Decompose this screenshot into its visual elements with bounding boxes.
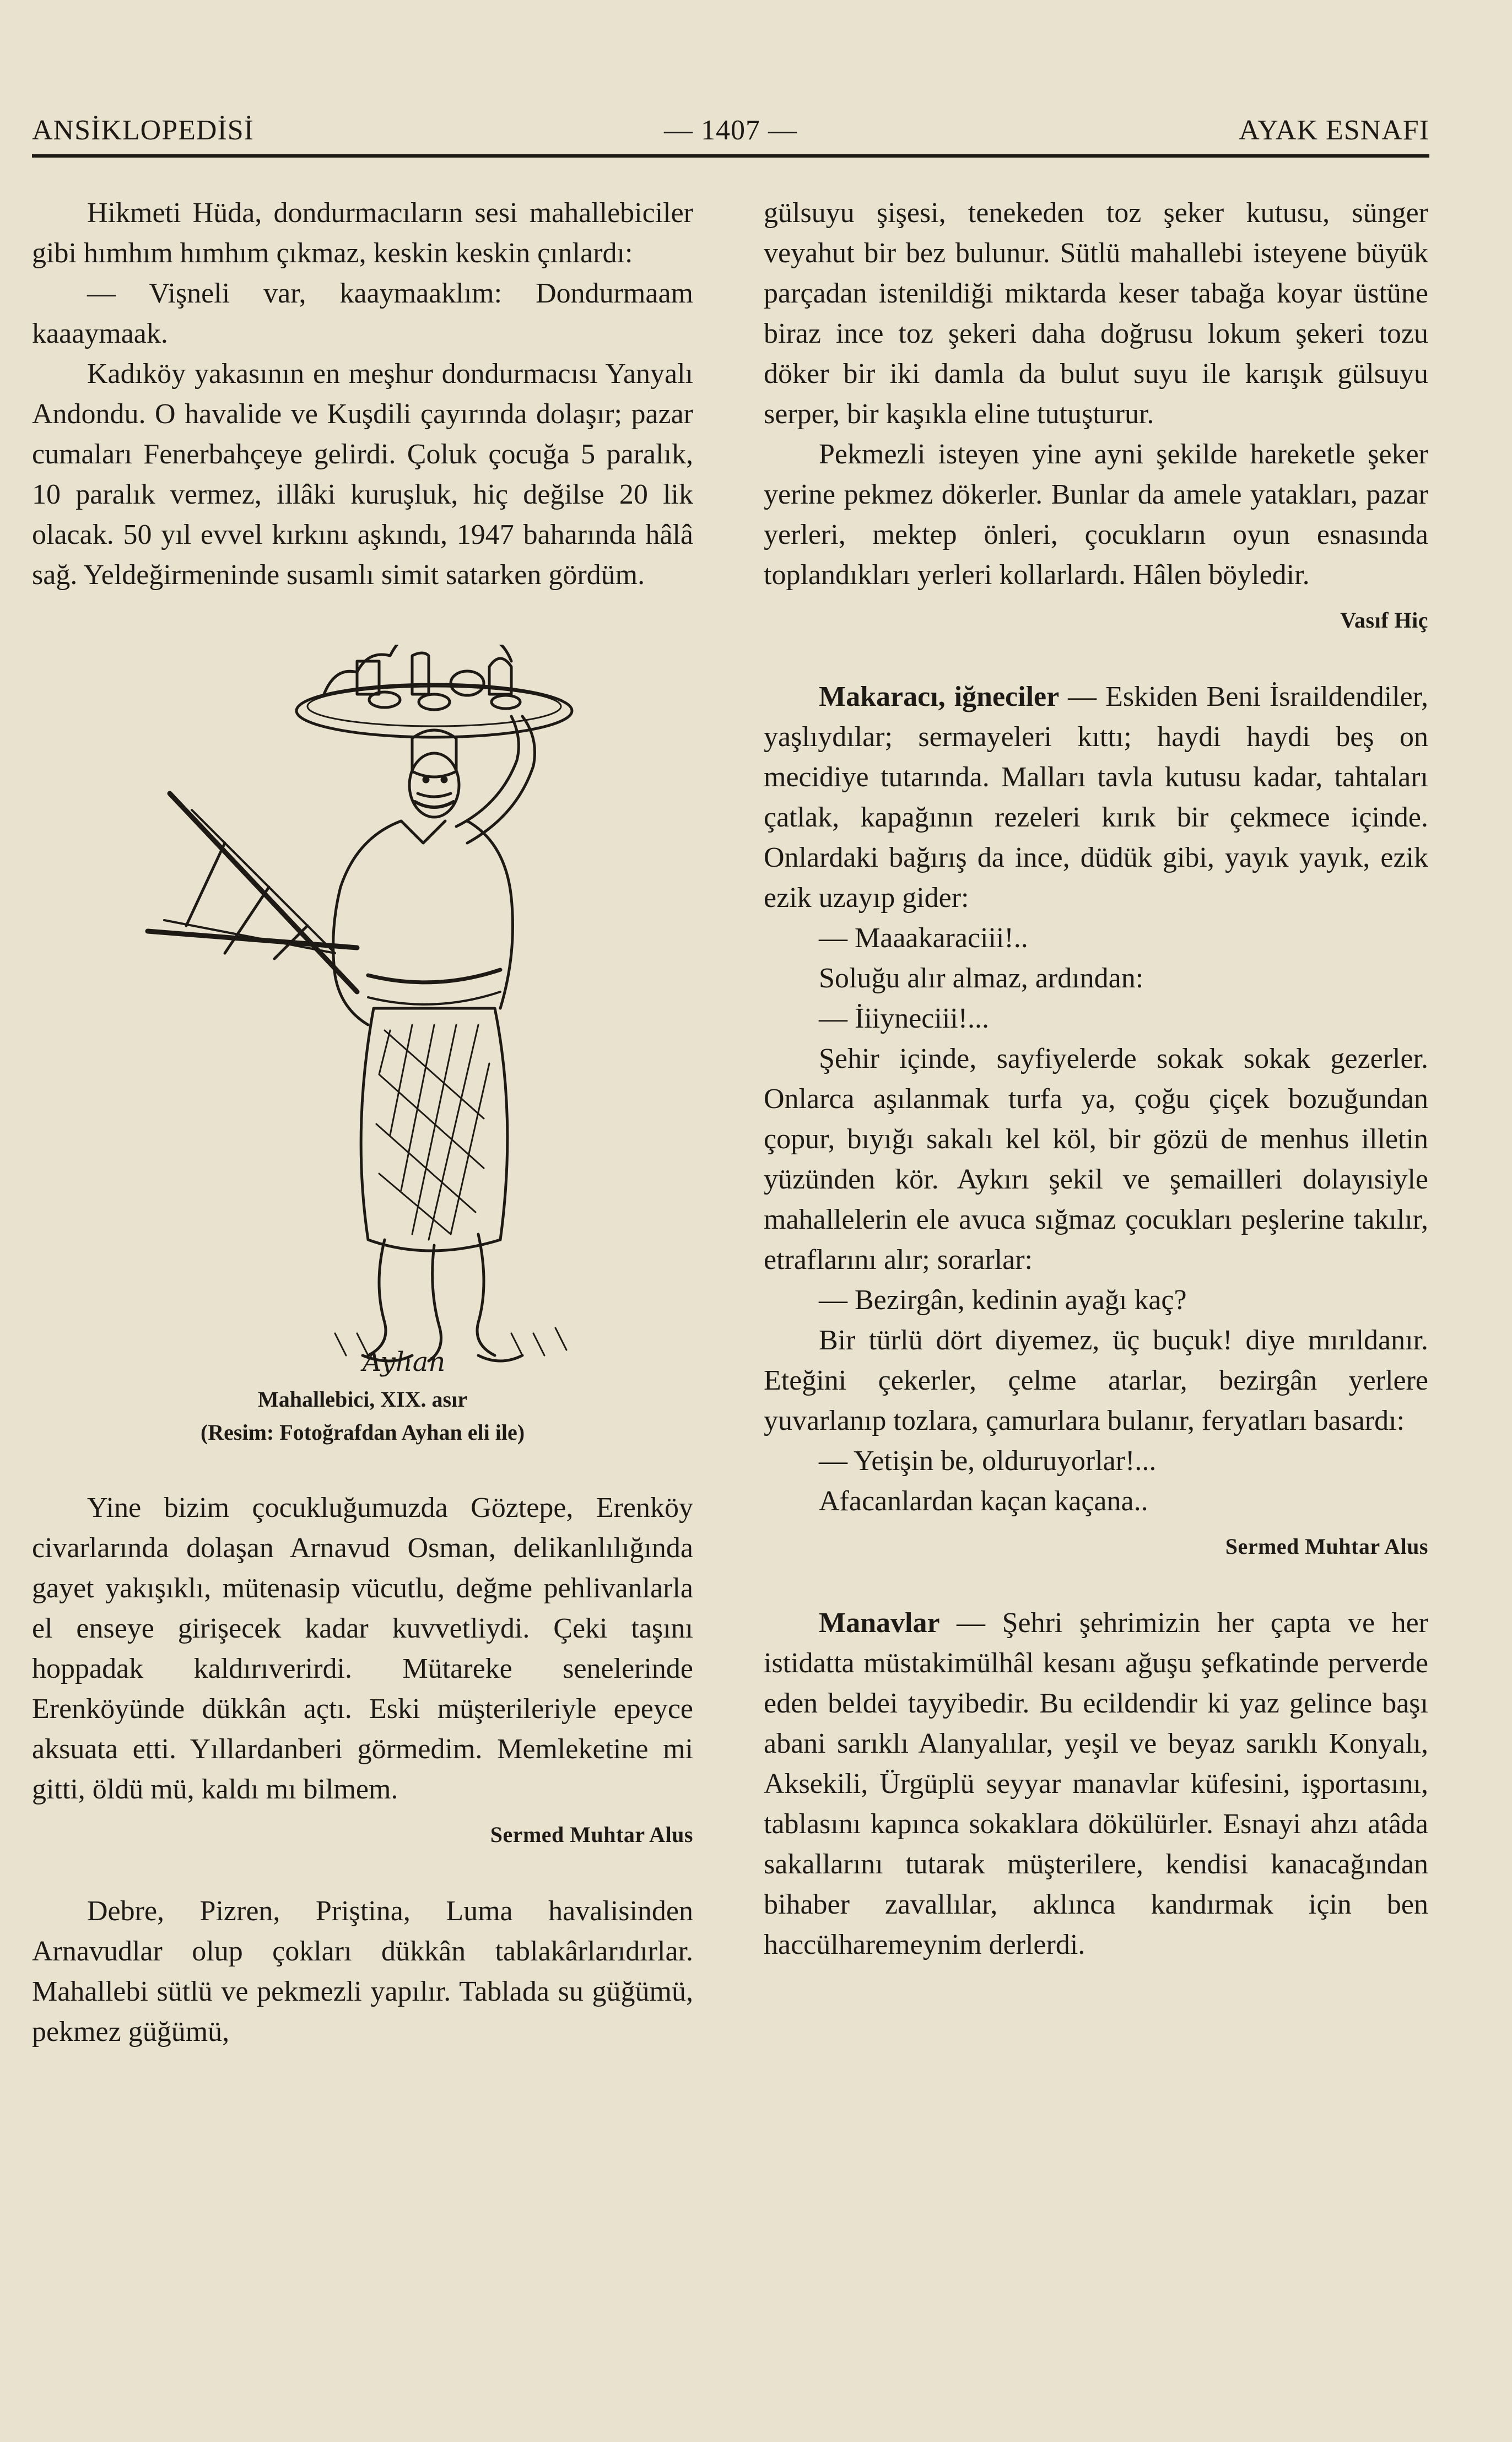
- figure-caption: [32, 1383, 693, 1449]
- paragraph: Pekmezli isteyen yine ayni şekilde hareketle şeker yerine pekmez dökerler. Bunlar da amele yatakları, pazar yerleri, mektep önleri, çocukların oyun esnasında toplandıkları yerleri kollarlardı. Hâlen böyledir.: [764, 439, 1428, 591]
- entry-heading: Makaracı, iğneciler: [819, 681, 1060, 712]
- author-signature: Sermed Muhtar Alus: [1225, 1534, 1428, 1559]
- paragraph: Şehir içinde, sayfiyelerde sokak sokak gezerler. Onlarca aşılanmak turfa ya, çoğu çiçek bozuğundan çopur, bıyığı sakalı kel köl, bir gözü de menhus illetin yüzünden kör. Aykırı şekil ve şemailleri dolayısiyle mahallelerin ele avuca sığmaz çocukları peşlerine takılır, etraflarını alır; sorarlar:: [764, 1043, 1428, 1276]
- left-column: [32, 193, 693, 2052]
- paragraph: Hikmeti Hüda, dondurmacıların sesi mahallebiciler gibi hımhım hımhım çıkmaz, keskin keskin çınlardı:: [32, 197, 693, 269]
- paragraph: Afacanlardan kaçan kaçana..: [819, 1485, 1148, 1517]
- paragraph: — Vişneli var, kaaymaaklım: Dondurmaam kaaaymaak.: [32, 278, 693, 349]
- entry-makaraci: [764, 677, 1428, 918]
- illustration-signature: Ayhan: [363, 1347, 446, 1377]
- caption-line: (Resim: Fotoğrafdan Ayhan eli ile): [200, 1420, 525, 1445]
- paragraph: — Yetişin be, olduruyorlar!...: [819, 1445, 1157, 1477]
- entry-heading: Manavlar: [819, 1607, 940, 1639]
- entry-manavlar: [764, 1603, 1428, 1965]
- mahallebici-illustration: [126, 645, 600, 1377]
- caption-line: Mahallebici, XIX. asır: [258, 1387, 467, 1412]
- page-header: [32, 105, 1429, 158]
- paragraph: gülsuyu şişesi, tenekeden toz şeker kutusu, sünger veyahut bir bez bulunur. Sütlü mahallebi isteyene büyük parçadan istenildiği miktarda keser tabağa koyar üstüne biraz ince toz şekeri daha doğrusu lokum şekeri tozu döker bir iki damla da bulut suyu ile karışık gülsuyu serper, bir kaşıkla eline tutuşturur.: [764, 197, 1428, 430]
- page-number: — 1407 —: [664, 115, 797, 146]
- header-title-left: ANSİKLOPEDİSİ: [32, 115, 254, 146]
- paragraph: Debre, Pizren, Priştina, Luma havalisinden Arnavudlar olup çokları dükkân tablakârlarıdırlar. Mahallebi sütlü ve pekmezli yapılır. Tablada su güğümü, pekmez güğümü,: [32, 1895, 693, 2047]
- right-column: [764, 193, 1428, 1965]
- header-title-right: AYAK ESNAFI: [1239, 115, 1429, 146]
- paragraph: Kadıköy yakasının en meşhur dondurmacısı Yanyalı Andondu. O havalide ve Kuşdili çayırında dolaşır; pazar cumaları Fenerbahçeye gelirdi. Çoluk çocuğa 5 paralık, 10 paralık vermez, illâki kuruşluk, hiç değilse 20 lik olacak. 50 yıl evvel kırkını aşkındı, 1947 baharında hâlâ sağ. Yeldeğirmeninde susamlı simit satarken gördüm.: [32, 358, 693, 591]
- paragraph: Bir türlü dört diyemez, üç buçuk! diye mırıldanır. Eteğini çekerler, çelme atarlar, bezirgân yerlere yuvarlanıp tozlara, çamurlara bulanır, feryatları basardı:: [764, 1325, 1428, 1436]
- entry-body: — Eskiden Beni İsraildendiler, yaşlıydılar; sermayeleri kıttı; haydi haydi beş on mecidiye tutarında. Malları tavla kutusu kadar, tahtaları çatlak, kapağının rezeleri kırık bir çekmece içinde. Onlardaki bağırış da ince, düdük gibi, yayık yayık, ezik ezik uzayıp gider:: [764, 681, 1428, 914]
- paragraph: — Maaakaraciii!..: [819, 922, 1028, 954]
- author-signature: Sermed Muhtar Alus: [490, 1822, 693, 1847]
- paragraph: — Bezirgân, kedinin ayağı kaç?: [819, 1284, 1187, 1316]
- entry-body: — Şehri şehrimizin her çapta ve her istidatta müstakimülhâl kesanı ağuşu şefkatinde perverde eden beldei tayyibedir. Bu ecildendir ki yaz gelince başı abani sarıklı Alanyalılar, yeşil ve beyaz sarıklı Konyalı, Aksekili, Ürgüplü seyyar manavlar küfesini, işportasını, tablasını kapınca sokaklara dökülürler. Esnayi ahzı atâda sakallarını tutarak müşterilere, kendisi kanacağından bihaber zavallılar, aklınca kandırmak için ben haccülharemeynim derlerdi.: [764, 1607, 1428, 1960]
- paragraph: Soluğu alır almaz, ardından:: [819, 963, 1144, 994]
- author-signature: Vasıf Hiç: [1340, 608, 1428, 633]
- paragraph: — İiiyneciii!...: [819, 1003, 990, 1034]
- paragraph: Yine bizim çocukluğumuzda Göztepe, Erenköy civarlarında dolaşan Arnavud Osman, delikanlılığında gayet yakışıklı, mütenasip vücutlu, değme pehlivanlarla el enseye girişecek kadar kuvvetliydi. Çeki taşını hoppadak kaldırıverirdi. Mütareke senelerinde Erenköyünde dükkân açtı. Eski müşterileriyle epeyce aksuata etti. Yıllardanberi görmedim. Memleketine mi gitti, öldü mü, kaldı mı bilmem.: [32, 1492, 693, 1805]
